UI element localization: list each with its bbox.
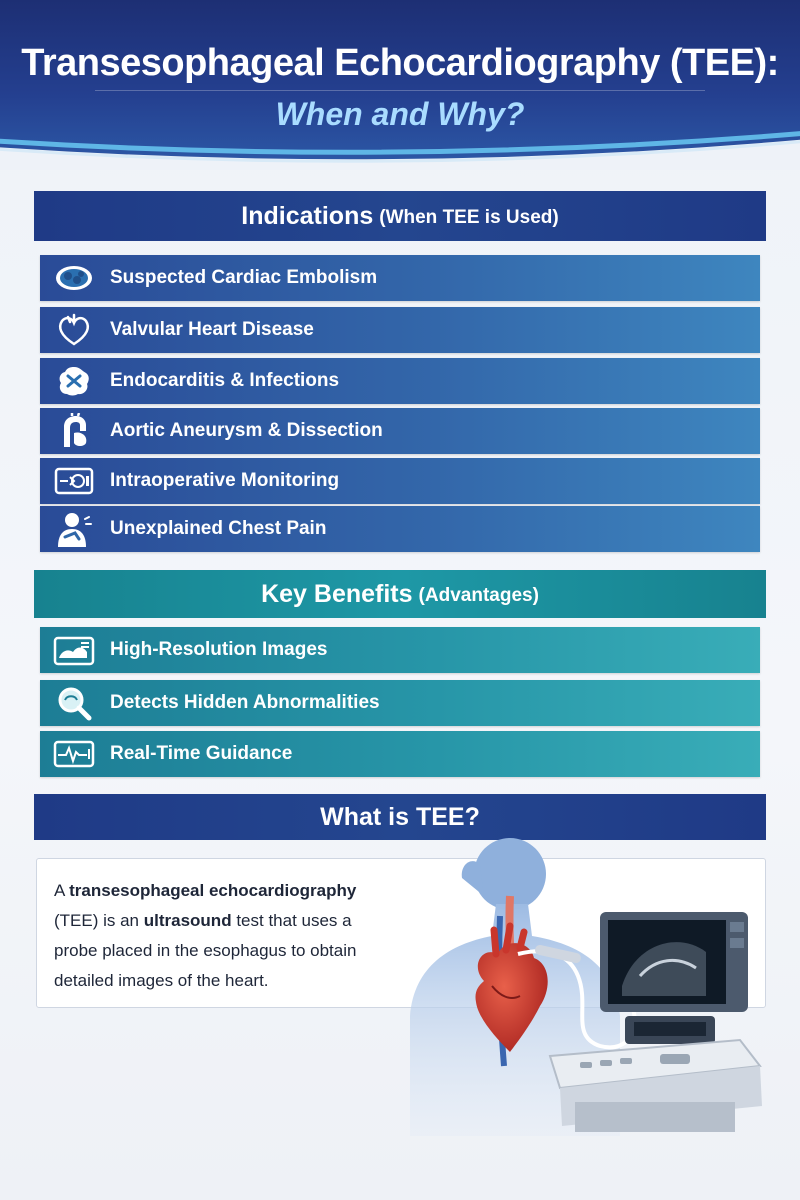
benefit-label: Detects Hidden Abnormalities [110,692,380,713]
benefit-item-resolution [40,627,760,673]
benefits-heading [34,570,766,618]
indication-item-intraoperative [40,458,760,504]
aorta-icon [52,413,96,449]
indication-label: Suspected Cardiac Embolism [110,267,378,288]
monitor-icon [52,463,96,499]
benefit-item-abnormalities [40,680,760,726]
definition-text [54,876,394,996]
magnifier-icon [52,685,96,721]
indications-title: Indications [241,201,374,230]
indication-item-valvular [40,307,760,353]
indication-item-endocarditis [40,358,760,404]
indication-item-embolism [40,255,760,301]
definition-part: A [54,881,70,900]
what-title: What is TEE? [320,802,480,831]
indication-label: Endocarditis & Infections [110,370,340,391]
indication-item-chest-pain [40,506,760,552]
image-icon [52,632,96,668]
benefit-label: Real-Time Guidance [110,743,293,764]
tee-illustration [400,826,770,1136]
indication-label: Unexplained Chest Pain [110,518,327,539]
indications-heading [34,191,766,241]
benefit-item-guidance [40,731,760,777]
page-subtitle: When and Why? [275,96,525,132]
bacteria-icon [52,363,96,399]
benefits-title: Key Benefits [261,579,413,608]
ecg-monitor-icon [52,736,96,772]
definition-term: transesophageal echocardiography [69,881,357,900]
benefit-label: High-Resolution Images [110,639,328,660]
chest-pain-icon [52,511,96,547]
indication-label: Valvular Heart Disease [110,319,314,340]
header-banner [0,0,800,170]
title-divider [95,90,705,91]
heart-icon [52,312,96,348]
definition-term: ultrasound [143,911,232,930]
header-wave [0,128,800,170]
definition-part: test that uses a probe placed in the esophagus to obtain detailed images of the heart. [54,911,357,990]
indications-note: (When TEE is Used) [379,206,559,228]
indication-label: Aortic Aneurysm & Dissection [110,420,383,441]
benefits-note: (Advantages) [418,584,539,606]
clot-icon [52,260,96,296]
indication-label: Intraoperative Monitoring [110,470,340,491]
indication-item-aortic [40,408,760,454]
page-title: Transesophageal Echocardiography (TEE): [21,42,779,84]
definition-part: (TEE) is an [54,911,144,930]
